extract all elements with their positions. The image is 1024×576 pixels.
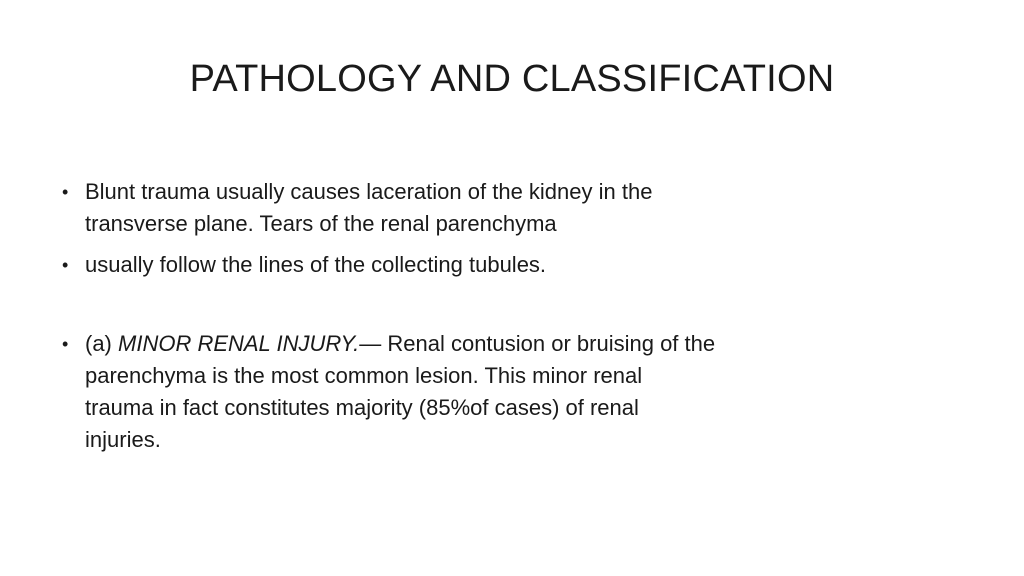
bullet-list: [62, 176, 962, 456]
bullet-3-prefix: (a): [85, 331, 118, 356]
bullet-1-line-1: Blunt trauma usually causes laceration of the kidney in the: [85, 179, 653, 204]
slide-title: PATHOLOGY AND CLASSIFICATION: [189, 58, 835, 100]
bullet-3-line-4: injuries.: [85, 427, 161, 452]
bullet-icon: •: [62, 255, 69, 275]
bullet-3-italic-heading: MINOR RENAL INJURY.: [118, 331, 360, 356]
bullet-1-line-2: transverse plane. Tears of the renal parenchyma: [85, 211, 557, 236]
bullet-3-line-1-rest: — Renal contusion or bruising of the: [359, 331, 716, 356]
bullet-item-1: [62, 176, 962, 240]
bullet-item-3: [62, 328, 962, 456]
bullet-icon: •: [62, 182, 69, 202]
bullet-2-text: usually follow the lines of the collecting tubules.: [85, 252, 547, 277]
bullet-item-2: [62, 249, 962, 281]
bullet-3-line-1: [85, 328, 962, 360]
bullet-3-line-3: trauma in fact constitutes majority (85%of cases) of renal: [85, 395, 639, 420]
bullet-icon: •: [62, 334, 69, 354]
bullet-3-line-2: parenchyma is the most common lesion. This minor renal: [85, 363, 643, 388]
